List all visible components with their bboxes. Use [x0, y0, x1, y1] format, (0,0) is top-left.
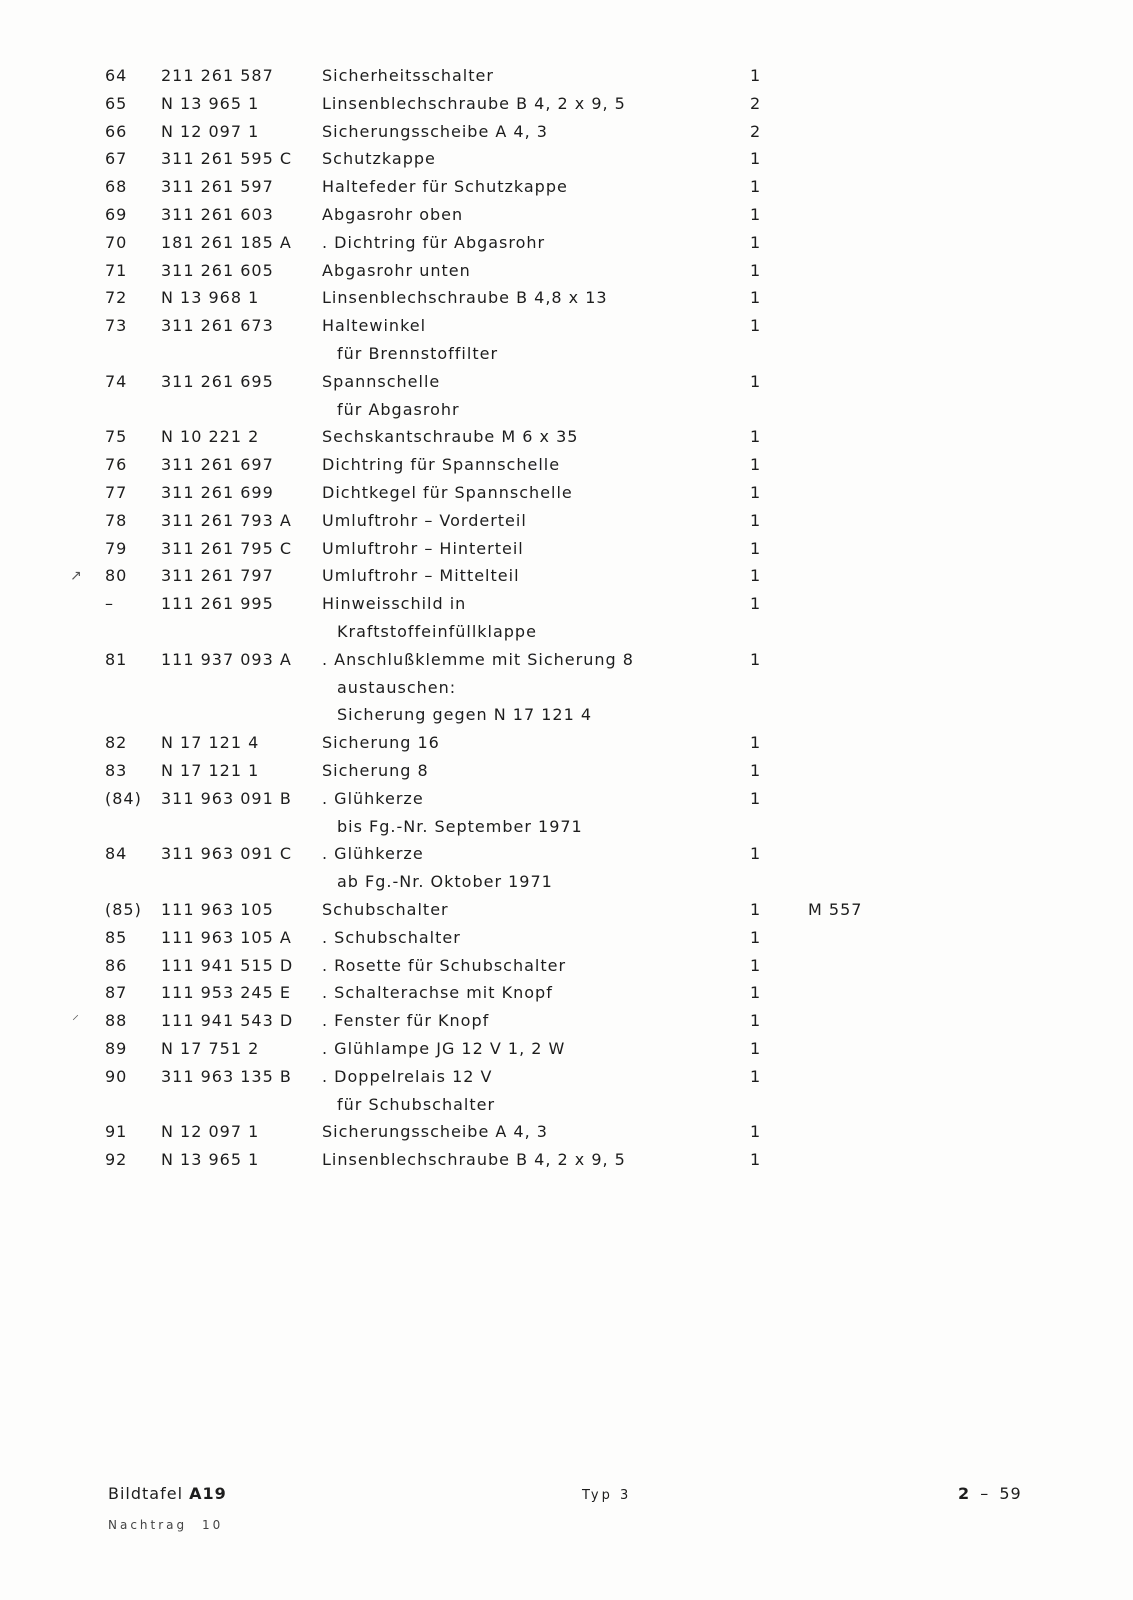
part-number: 311 261 597 — [161, 177, 274, 197]
quantity: 1 — [750, 66, 762, 85]
quantity: 1 — [750, 1066, 762, 1086]
position-number: 64 — [105, 66, 128, 85]
quantity: 1 — [750, 566, 762, 586]
part-description: Kraftstoffeinfüllklappe — [337, 622, 537, 641]
page-number: 59 — [999, 1484, 1022, 1503]
part-number: N 13 968 1 — [161, 288, 260, 308]
plate-label: Bildtafel — [108, 1484, 184, 1503]
quantity: 1 — [750, 1122, 762, 1142]
quantity: 1 — [750, 927, 762, 947]
position-number: 69 — [105, 205, 128, 224]
quantity: 1 — [750, 288, 762, 308]
table-row — [0, 646, 1133, 674]
part-description: Dichtring für Spannschelle — [322, 455, 561, 475]
position-number: (85) — [105, 900, 142, 919]
part-description: Sicherungsscheibe A 4, 3 — [322, 121, 548, 141]
table-row — [0, 396, 1133, 424]
quantity: 1 — [750, 538, 762, 558]
part-description: . Glühkerze — [322, 844, 424, 864]
table-row — [0, 896, 1133, 924]
part-description: Spannschelle — [322, 371, 441, 391]
part-description: für Schubschalter — [337, 1094, 496, 1114]
part-description: . Fenster für Knopf — [322, 1011, 490, 1031]
table-row — [0, 701, 1133, 729]
quantity: 1 — [750, 427, 762, 447]
table-row — [0, 145, 1133, 173]
part-description: Umluftrohr – Mittelteil — [322, 566, 520, 586]
part-number: 311 261 699 — [161, 483, 274, 502]
part-number: 311 261 695 — [161, 371, 274, 391]
position-number: 88 — [105, 1011, 128, 1031]
quantity: 1 — [750, 1150, 762, 1170]
position-number: 66 — [105, 121, 128, 141]
part-number: 311 261 793 A — [161, 510, 292, 530]
table-row — [0, 312, 1133, 340]
quantity: 1 — [750, 177, 762, 197]
part-description: Schutzkappe — [322, 149, 436, 169]
part-description: für Abgasrohr — [337, 399, 460, 419]
table-row — [0, 813, 1133, 841]
position-number: 70 — [105, 232, 128, 252]
position-number: 79 — [105, 538, 128, 558]
quantity: 1 — [750, 594, 762, 614]
table-row — [0, 590, 1133, 618]
table-row — [0, 368, 1133, 396]
quantity: 1 — [750, 733, 762, 753]
table-row — [0, 118, 1133, 146]
position-number: 85 — [105, 927, 128, 947]
part-number: 311 261 605 — [161, 260, 274, 280]
part-number: 311 963 091 C — [161, 844, 293, 864]
position-number: 83 — [105, 761, 128, 780]
part-number: 311 261 595 C — [161, 149, 293, 169]
table-row — [0, 284, 1133, 312]
position-number: 67 — [105, 149, 128, 169]
quantity: 1 — [750, 205, 762, 224]
part-description: Umluftrohr – Hinterteil — [322, 538, 524, 558]
part-description: Sicherung 8 — [322, 761, 429, 780]
supplement-note — [108, 1518, 223, 1532]
table-row — [0, 257, 1133, 285]
vehicle-type: Typ 3 — [582, 1488, 632, 1503]
quantity: 1 — [750, 510, 762, 530]
part-number: 311 261 797 — [161, 566, 274, 586]
quantity: 1 — [750, 955, 762, 975]
quantity: 1 — [750, 316, 762, 336]
remark: M 557 — [808, 900, 863, 919]
part-description: . Schalterachse mit Knopf — [322, 983, 553, 1003]
part-number: N 12 097 1 — [161, 1122, 260, 1142]
table-row — [0, 1035, 1133, 1063]
table-row — [0, 1091, 1133, 1119]
part-number: 111 937 093 A — [161, 649, 292, 669]
position-number: 84 — [105, 844, 128, 864]
part-description: Umluftrohr – Vorderteil — [322, 510, 527, 530]
position-number: 89 — [105, 1039, 128, 1058]
table-row — [0, 1007, 1133, 1035]
part-number: 311 261 673 — [161, 316, 274, 336]
part-number: 311 261 795 C — [161, 538, 293, 558]
part-description: Linsenblechschraube B 4, 2 x 9, 5 — [322, 93, 626, 113]
table-row — [0, 1118, 1133, 1146]
position-number: 80 — [105, 566, 128, 586]
page-section: 2 — [958, 1484, 971, 1503]
part-number: 111 941 543 D — [161, 1011, 294, 1031]
supplement-number: 10 — [201, 1518, 224, 1532]
part-description: Abgasrohr unten — [322, 260, 471, 280]
position-number: (84) — [105, 788, 142, 808]
part-description: . Glühlampe JG 12 V 1, 2 W — [322, 1039, 566, 1058]
table-row — [0, 340, 1133, 368]
part-description: Sicherheitsschalter — [322, 66, 494, 85]
part-number: N 17 121 4 — [161, 733, 260, 753]
part-description: bis Fg.-Nr. September 1971 — [337, 816, 583, 836]
part-description: ab Fg.-Nr. Oktober 1971 — [337, 872, 553, 892]
quantity: 1 — [750, 900, 762, 919]
part-description: Sicherungsscheibe A 4, 3 — [322, 1122, 548, 1142]
position-number: 86 — [105, 955, 128, 975]
part-number: 311 261 603 — [161, 205, 274, 224]
table-row — [0, 868, 1133, 896]
quantity: 1 — [750, 1011, 762, 1031]
margin-tick-mark: ⸝ — [72, 1007, 79, 1023]
quantity: 1 — [750, 483, 762, 502]
part-description: Sechskantschraube M 6 x 35 — [322, 427, 579, 447]
part-number: 111 261 995 — [161, 594, 274, 614]
position-number: 81 — [105, 649, 128, 669]
table-row — [0, 840, 1133, 868]
supplement-label: Nachtrag — [108, 1518, 188, 1532]
part-description: . Dichtring für Abgasrohr — [322, 232, 546, 252]
table-row — [0, 479, 1133, 507]
quantity: 1 — [750, 761, 762, 780]
table-row — [0, 979, 1133, 1007]
quantity: 1 — [750, 788, 762, 808]
part-description: für Brennstoffilter — [337, 344, 499, 363]
table-row — [0, 1063, 1133, 1091]
position-number: 74 — [105, 371, 128, 391]
part-description: . Doppelrelais 12 V — [322, 1066, 493, 1086]
quantity: 1 — [750, 149, 762, 169]
quantity: 1 — [750, 983, 762, 1003]
table-row — [0, 674, 1133, 702]
page-number-block — [958, 1484, 1022, 1503]
part-number: 311 963 135 B — [161, 1066, 292, 1086]
quantity: 1 — [750, 649, 762, 669]
position-number: 91 — [105, 1122, 128, 1142]
part-number: N 13 965 1 — [161, 1150, 260, 1170]
table-row — [0, 423, 1133, 451]
position-number: 92 — [105, 1150, 128, 1170]
position-number: 75 — [105, 427, 128, 447]
part-number: N 10 221 2 — [161, 427, 260, 447]
part-description: Sicherung 16 — [322, 733, 440, 753]
position-number: 65 — [105, 93, 128, 113]
plate-reference — [108, 1484, 227, 1503]
part-description: . Rosette für Schubschalter — [322, 955, 567, 975]
position-number: 68 — [105, 177, 128, 197]
quantity: 1 — [750, 455, 762, 475]
table-row — [0, 451, 1133, 479]
part-number: 181 261 185 A — [161, 232, 292, 252]
part-description: Schubschalter — [322, 900, 449, 919]
part-description: Dichtkegel für Spannschelle — [322, 483, 573, 502]
margin-arrow-mark: ↗ — [70, 568, 82, 584]
quantity: 1 — [750, 1039, 762, 1058]
part-description: austauschen: — [337, 677, 457, 697]
part-number: 111 963 105 A — [161, 927, 292, 947]
part-number: N 13 965 1 — [161, 93, 260, 113]
quantity: 1 — [750, 371, 762, 391]
part-number: N 17 121 1 — [161, 761, 260, 780]
table-row — [0, 1146, 1133, 1174]
part-description: . Schubschalter — [322, 927, 461, 947]
part-number: 311 963 091 B — [161, 788, 292, 808]
page-separator: – — [980, 1484, 990, 1503]
table-row — [0, 757, 1133, 785]
part-description: . Glühkerze — [322, 788, 424, 808]
quantity: 2 — [750, 93, 762, 113]
part-description: . Anschlußklemme mit Sicherung 8 — [322, 649, 634, 669]
part-description: Sicherung gegen N 17 121 4 — [337, 705, 593, 725]
position-number: 72 — [105, 288, 128, 308]
position-number: 77 — [105, 483, 128, 502]
table-row — [0, 618, 1133, 646]
part-description: Haltefeder für Schutzkappe — [322, 177, 568, 197]
table-row — [0, 173, 1133, 201]
part-description: Linsenblechschraube B 4,8 x 13 — [322, 288, 608, 308]
part-number: N 12 097 1 — [161, 121, 260, 141]
table-row — [0, 201, 1133, 229]
part-description: Haltewinkel — [322, 316, 427, 336]
table-row — [0, 924, 1133, 952]
quantity: 1 — [750, 260, 762, 280]
position-number: 78 — [105, 510, 128, 530]
part-number: 111 953 245 E — [161, 983, 291, 1003]
quantity: 1 — [750, 844, 762, 864]
position-number: 90 — [105, 1066, 128, 1086]
position-number: 71 — [105, 260, 128, 280]
quantity: 2 — [750, 121, 762, 141]
part-number: 111 941 515 D — [161, 955, 294, 975]
part-number: N 17 751 2 — [161, 1039, 260, 1058]
position-number: 73 — [105, 316, 128, 336]
part-description: Abgasrohr oben — [322, 205, 464, 224]
position-number: – — [105, 594, 114, 614]
table-row — [0, 785, 1133, 813]
part-description: Linsenblechschraube B 4, 2 x 9, 5 — [322, 1150, 626, 1170]
part-number: 211 261 587 — [161, 66, 274, 85]
part-number: 111 963 105 — [161, 900, 274, 919]
position-number: 76 — [105, 455, 128, 475]
table-row — [0, 229, 1133, 257]
part-number: 311 261 697 — [161, 455, 274, 475]
plate-id: A19 — [189, 1484, 227, 1503]
table-row — [0, 90, 1133, 118]
table-row — [0, 952, 1133, 980]
table-row — [0, 535, 1133, 563]
quantity: 1 — [750, 232, 762, 252]
table-row — [0, 729, 1133, 757]
table-row — [0, 507, 1133, 535]
position-number: 82 — [105, 733, 128, 753]
table-row — [0, 562, 1133, 590]
table-row — [0, 62, 1133, 90]
position-number: 87 — [105, 983, 128, 1003]
part-description: Hinweisschild in — [322, 594, 467, 614]
